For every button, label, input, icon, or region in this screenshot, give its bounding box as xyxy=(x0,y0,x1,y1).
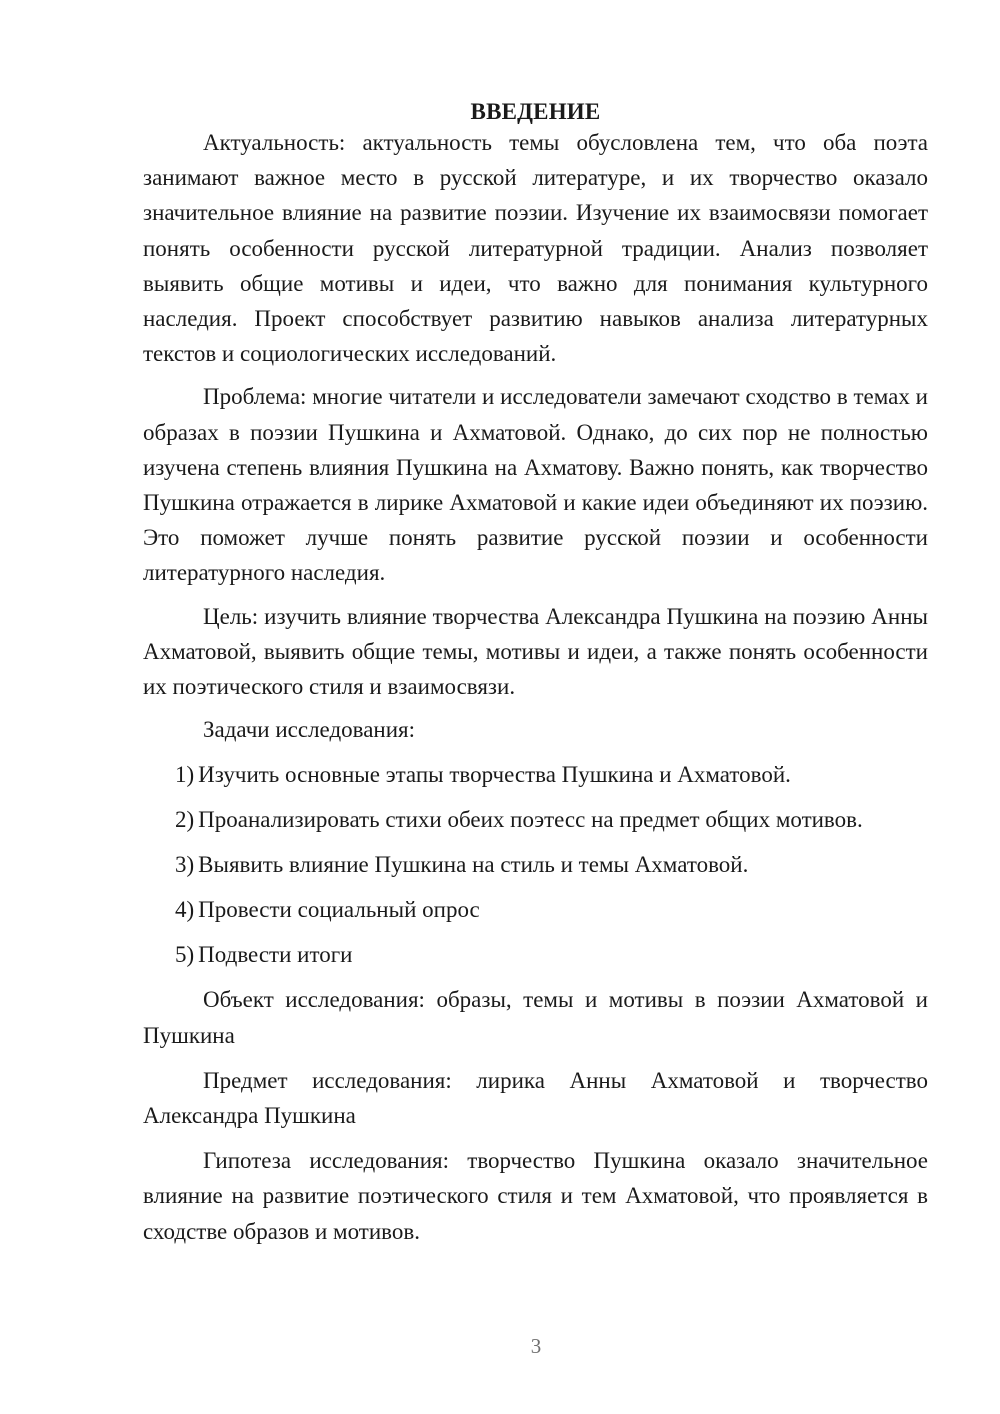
page-content xyxy=(143,95,928,1257)
hypothesis-paragraph: Гипотеза исследования: творчество Пушкина оказало значительное влияние на развитие поэтического стиля и тем Ахматовой, что проявляется в сходстве образов и мотивов. xyxy=(143,1148,928,1244)
task-number: 4) xyxy=(175,897,195,923)
task-number: 3) xyxy=(175,852,195,878)
task-item xyxy=(143,847,928,882)
task-text: Подвести итоги xyxy=(198,942,353,968)
section-heading: ВВЕДЕНИЕ xyxy=(470,99,601,124)
task-item xyxy=(143,802,928,837)
object-paragraph: Объект исследования: образы, темы и мотивы в поэзии Ахматовой и Пушкина xyxy=(143,987,928,1048)
page-number: 3 xyxy=(530,1334,542,1358)
task-text: Провести социальный опрос xyxy=(198,897,480,923)
tasks-title: Задачи исследования: xyxy=(203,717,416,743)
task-item xyxy=(143,757,928,792)
problem-paragraph: Проблема: многие читатели и исследователи замечают сходство в темах и образах в поэзии Пушкина и Ахматовой. Однако, до сих пор не полностью изучена степень влияния Пушкина на Ахматову. Важно понять, как творчество Пушкина отражается в лирике Ахматовой и какие идеи объединяют их поэзию. Это поможет лучше понять развитие русской поэзии и особенности литературного наследия. xyxy=(143,384,928,586)
task-text: Изучить основные этапы творчества Пушкина и Ахматовой. xyxy=(198,762,791,788)
subject-paragraph: Предмет исследования: лирика Анны Ахматовой и творчество Александра Пушкина xyxy=(143,1067,928,1129)
task-text: Выявить влияние Пушкина на стиль и темы Ахматовой. xyxy=(198,852,749,878)
task-number: 1) xyxy=(175,762,195,788)
task-number: 5) xyxy=(175,942,195,968)
tasks-list xyxy=(143,757,928,972)
relevance-paragraph: Актуальность: актуальность темы обусловлена тем, что оба поэта занимают важное место в русской литературе, и их творчество оказало значительное влияние на развитие поэзии. Изучение их взаимосвязи помогает понять особенности русской литературной традиции. Анализ позволяет выявить общие мотивы и идеи, что важно для понимания культурного наследия. Проект способствует развитию навыков анализа литературных текстов и социологических исследований. xyxy=(143,130,928,367)
task-item xyxy=(143,892,928,927)
goal-paragraph: Цель: изучить влияние творчества Александра Пушкина на поэзию Анны Ахматовой, выявить общие темы, мотивы и идеи, а также понять особенности их поэтического стиля и взаимосвязи. xyxy=(143,603,928,700)
task-item xyxy=(143,937,928,972)
task-text: Проанализировать стихи обеих поэтесс на предмет общих мотивов. xyxy=(198,807,863,833)
task-number: 2) xyxy=(175,807,195,833)
